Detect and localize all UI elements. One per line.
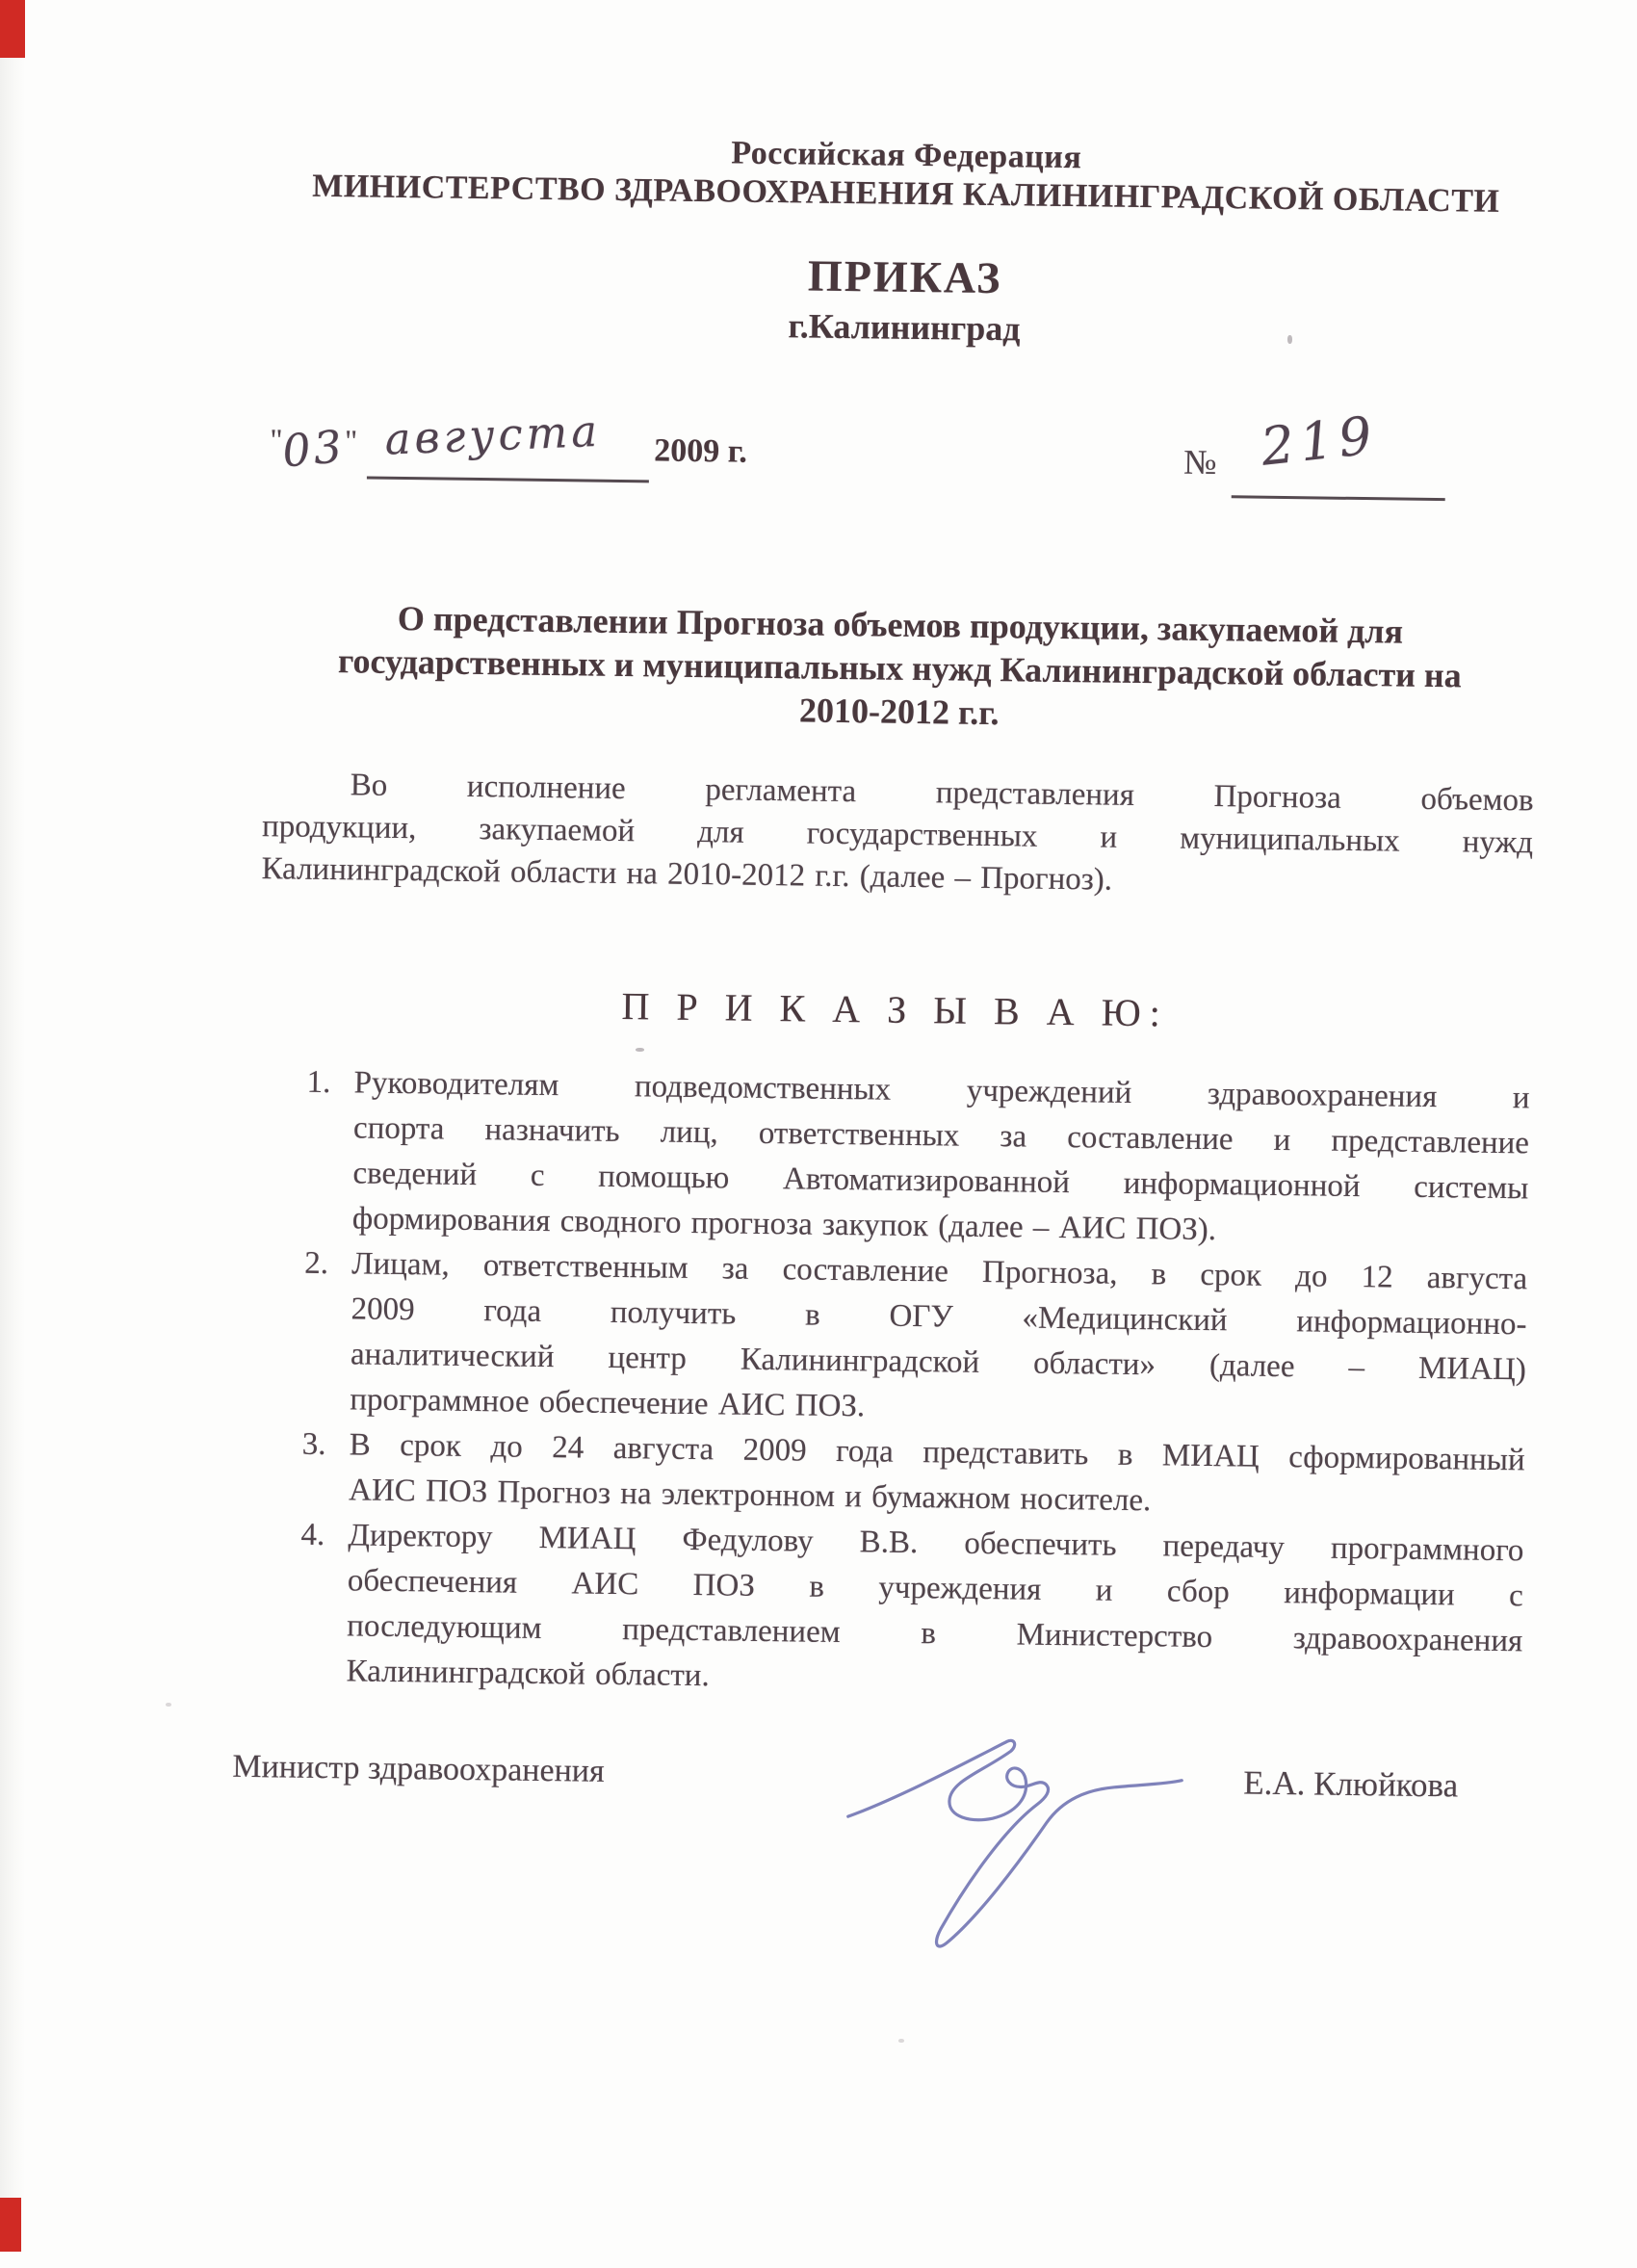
order-item (254, 1240, 1527, 1438)
header-country: Российская Федерация (731, 135, 1082, 176)
order-title (264, 595, 1537, 742)
preamble-line: Калининградской области на 2010-2012 г.г. (далее – Прогноз). (261, 851, 1113, 898)
signoff-position: Министр здравоохранения (232, 1748, 605, 1789)
preamble-line: продукции, закупаемой для государственных и муниципальных нужд (261, 809, 1534, 861)
handwritten-month: августа (383, 404, 603, 465)
order-verb-heading: П Р И К А З Ы В А Ю: (621, 984, 1170, 1035)
open-quote: " (270, 422, 283, 457)
number-underline (1232, 495, 1445, 501)
order-item-lines (346, 1513, 1523, 1709)
order-item-line: Калининградской области. (346, 1654, 710, 1694)
document-type-heading: ПРИКАЗ (807, 250, 1002, 303)
order-title-line: О представлении Прогноза объемов продукции, закупаемой для (397, 598, 1404, 651)
preamble-line: Во исполнение регламента представления Прогноза объемов (350, 768, 1534, 819)
order-title-line: государственных и муниципальных нужд Калининградской области на (337, 641, 1462, 695)
date-underline (367, 477, 649, 483)
order-item-line: Директору МИАЦ Федулову В.В. обеспечить передачу программного (348, 1518, 1524, 1569)
order-item-line: программное обеспечение АИС ПОЗ. (350, 1382, 866, 1424)
order-item-number: 3. (301, 1426, 326, 1463)
order-item-number: 2. (303, 1245, 329, 1282)
order-item-line: В срок до 24 августа 2009 года представить в МИАЦ сформированный (349, 1427, 1525, 1478)
order-item-line: сведений с помощью Автоматизированной информационной системы (352, 1156, 1529, 1207)
order-item-line: Руководителям подведомственных учреждений здравоохранения и (353, 1065, 1530, 1116)
order-item-lines (350, 1241, 1527, 1438)
order-title-line: 2010-2012 г.г. (798, 691, 1000, 733)
order-item-line: формирования сводного прогноза закупок (далее – АИС ПОЗ). (351, 1201, 1217, 1248)
date-group (270, 419, 358, 478)
signoff-name: Е.А. Клюйкова (1242, 1763, 1459, 1805)
order-item-lines (352, 1060, 1530, 1257)
order-item-line: спорта назначить лиц, ответственных за составление и представление (352, 1110, 1530, 1161)
order-item-number: 1. (306, 1064, 331, 1101)
order-item-line: АИС ПОЗ Прогноз на электронном и бумажном носителе. (348, 1473, 1152, 1519)
handwritten-order-number: 219 (1258, 404, 1381, 478)
order-item-line: последующим представлением в Министерство здравоохранения (347, 1608, 1523, 1659)
order-items-list (250, 1059, 1529, 1709)
header-ministry: МИНИСТЕРСТВО ЗДРАВООХРАНЕНИЯ КАЛИНИНГРАДСКОЙ ОБЛАСТИ (312, 168, 1500, 220)
order-item-line: аналитический центр Калининградской области» (далее – МИАЦ) (350, 1337, 1527, 1388)
header-city: г.Калининград (788, 306, 1021, 349)
order-item-line: 2009 года получить в ОГУ «Медицинский информационно- (351, 1291, 1527, 1343)
order-item-line: обеспечения АИС ПОЗ в учреждения и сбор информации с (347, 1563, 1524, 1614)
handwritten-day: 03 (280, 419, 348, 478)
order-item (253, 1421, 1525, 1528)
close-quote: " (344, 423, 358, 458)
preamble-paragraph (261, 763, 1534, 906)
order-item-line: Лицам, ответственным за составление Прогноза, в срок до 12 августа (351, 1246, 1528, 1297)
minister-signature-ink (825, 1720, 1194, 1966)
document-content (232, 0, 1544, 1805)
order-item-number: 4. (300, 1517, 325, 1553)
number-sign: № (1182, 442, 1217, 482)
order-item (257, 1059, 1530, 1257)
order-item (250, 1512, 1523, 1709)
order-item-lines (349, 1422, 1525, 1528)
printed-year: 2009 г. (654, 432, 748, 470)
